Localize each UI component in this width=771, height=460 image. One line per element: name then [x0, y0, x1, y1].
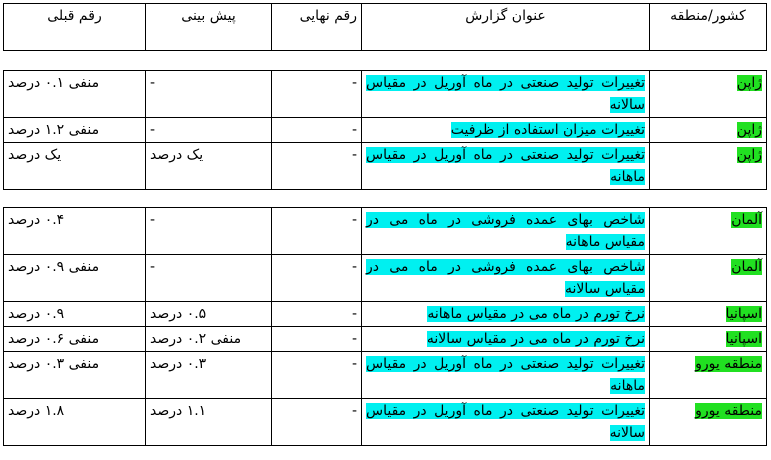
- title-cell: شاخص بهای عمده فروشی در ماه می در مقیاس سالانه: [362, 255, 650, 302]
- country-cell: ژاپن: [650, 118, 767, 143]
- country-cell: آلمان: [650, 255, 767, 302]
- table-row: [4, 118, 767, 143]
- title-cell: تغییرات تولید صنعتی در ماه آوریل در مقیاس ماهانه: [362, 352, 650, 399]
- forecast-cell: -: [146, 208, 272, 255]
- forecast-cell: -: [146, 255, 272, 302]
- title-cell: تغییرات میزان استفاده از ظرفیت: [362, 118, 650, 143]
- forecast-cell: -: [146, 71, 272, 118]
- previous-cell: منفی ۰.۱ درصد: [4, 71, 146, 118]
- final-cell: -: [272, 118, 362, 143]
- table-row: [4, 208, 767, 255]
- forecast-cell: ۱.۱ درصد: [146, 399, 272, 446]
- header-row: [4, 4, 767, 51]
- header-country: کشور/منطقه: [650, 4, 767, 51]
- forecast-cell: منفی ۰.۲ درصد: [146, 327, 272, 352]
- forecast-cell: -: [146, 118, 272, 143]
- header-forecast: پیش بینی: [146, 4, 272, 51]
- final-cell: -: [272, 327, 362, 352]
- final-cell: -: [272, 71, 362, 118]
- table-row: [4, 302, 767, 327]
- title-cell: نرخ تورم در ماه می در مقیاس ماهانه: [362, 302, 650, 327]
- country-cell: ژاپن: [650, 143, 767, 190]
- previous-cell: منفی ۰.۶ درصد: [4, 327, 146, 352]
- country-cell: اسپانیا: [650, 327, 767, 352]
- table-row: [4, 255, 767, 302]
- table-row: [4, 143, 767, 190]
- country-cell: آلمان: [650, 208, 767, 255]
- final-cell: -: [272, 352, 362, 399]
- previous-cell: منفی ۰.۹ درصد: [4, 255, 146, 302]
- country-cell: اسپانیا: [650, 302, 767, 327]
- country-cell: منطقه یورو: [650, 399, 767, 446]
- previous-cell: ۱.۸ درصد: [4, 399, 146, 446]
- forecast-cell: یک درصد: [146, 143, 272, 190]
- previous-cell: ۰.۹ درصد: [4, 302, 146, 327]
- header-table: [3, 3, 767, 51]
- header-title: عنوان گزارش: [362, 4, 650, 51]
- table-row: [4, 352, 767, 399]
- title-cell: تغییرات تولید صنعتی در ماه آوریل در مقیاس سالانه: [362, 399, 650, 446]
- title-cell: تغییرات تولید صنعتی در ماه آوریل در مقیاس ماهانه: [362, 143, 650, 190]
- country-cell: منطقه یورو: [650, 352, 767, 399]
- final-cell: -: [272, 143, 362, 190]
- japan-table: [3, 70, 767, 190]
- final-cell: -: [272, 302, 362, 327]
- title-cell: تغییرات تولید صنعتی در ماه آوریل در مقیاس سالانه: [362, 71, 650, 118]
- title-cell: نرخ تورم در ماه می در مقیاس سالانه: [362, 327, 650, 352]
- table-row: [4, 399, 767, 446]
- header-previous: رقم قبلی: [4, 4, 146, 51]
- table-row: [4, 71, 767, 118]
- final-cell: -: [272, 255, 362, 302]
- previous-cell: ۰.۴ درصد: [4, 208, 146, 255]
- previous-cell: منفی ۰.۳ درصد: [4, 352, 146, 399]
- final-cell: -: [272, 399, 362, 446]
- previous-cell: منفی ۱.۲ درصد: [4, 118, 146, 143]
- country-cell: ژاپن: [650, 71, 767, 118]
- previous-cell: یک درصد: [4, 143, 146, 190]
- title-cell: شاخص بهای عمده فروشی در ماه می در مقیاس ماهانه: [362, 208, 650, 255]
- header-final: رقم نهایی: [272, 4, 362, 51]
- europe-table: [3, 207, 767, 446]
- table-row: [4, 327, 767, 352]
- forecast-cell: ۰.۳ درصد: [146, 352, 272, 399]
- final-cell: -: [272, 208, 362, 255]
- forecast-cell: ۰.۵ درصد: [146, 302, 272, 327]
